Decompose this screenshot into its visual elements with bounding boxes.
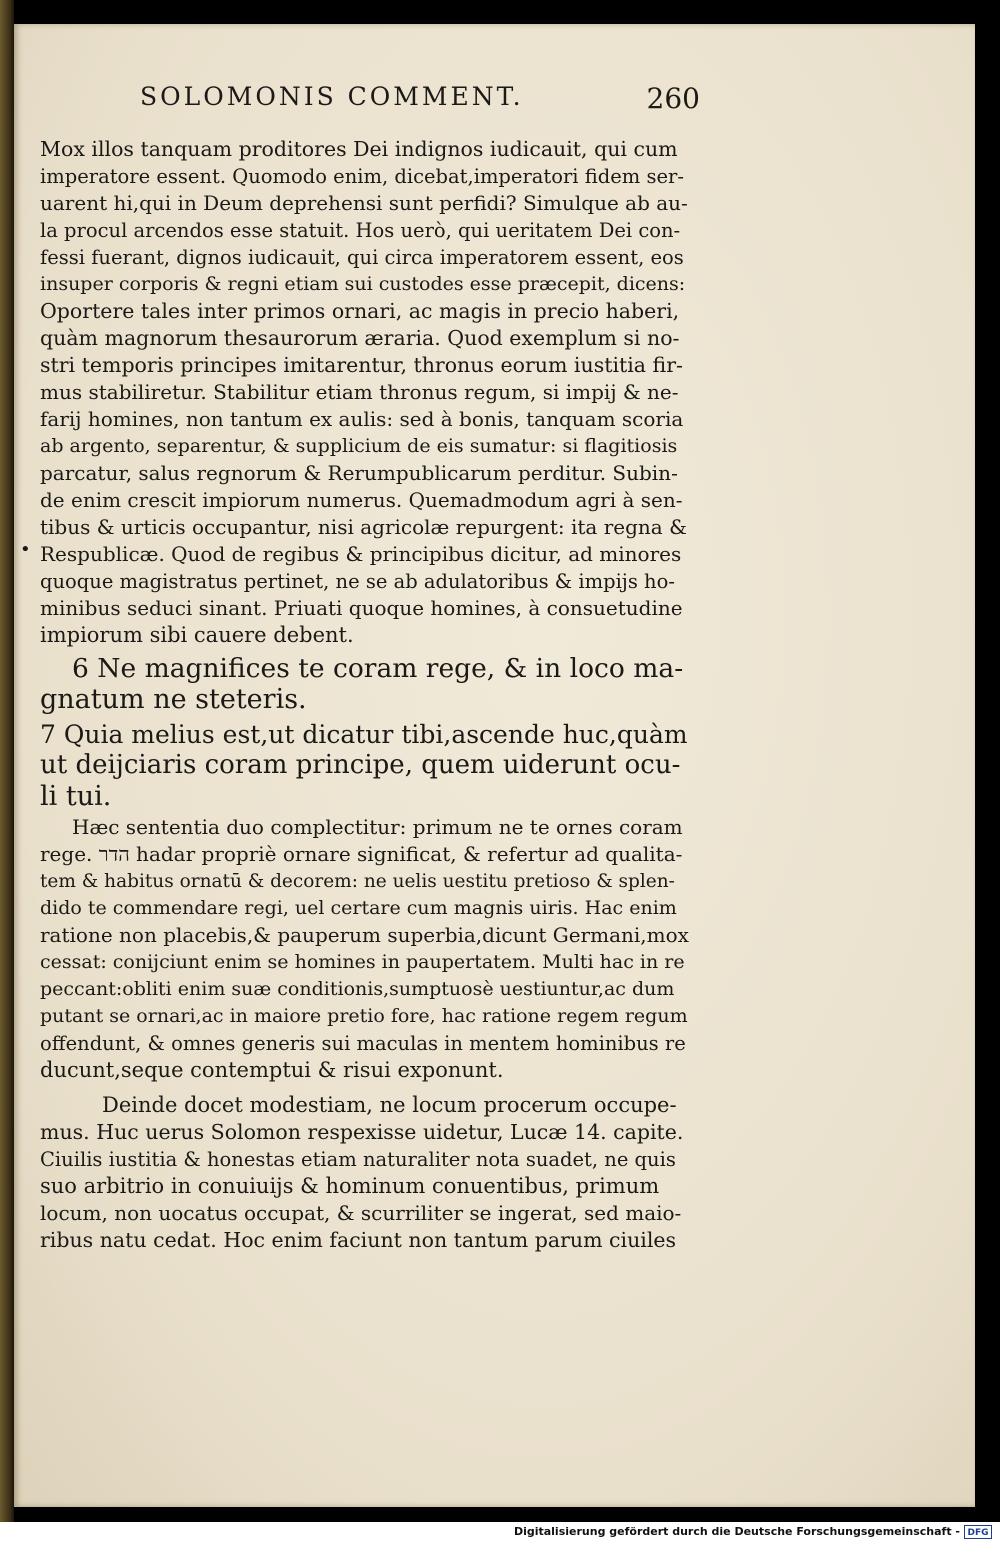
text-line: mus. Huc uerus Solomon respexisse uidetur, Lucæ 14. capite. [40,1120,684,1144]
text-line: suo arbitrio in conuiuijs & hominum conuentibus, primum [40,1174,660,1198]
text-line: rege. הדר hadar propriè ornare significat, & refertur ad qualita- [40,842,683,866]
text-line: ribus natu cedat. Hoc enim faciunt non tantum parum ciuiles [40,1228,677,1252]
text-line: imperatore essent. Quomodo enim, dicebat,imperatori fidem ser- [40,165,684,188]
text-line: mus stabiliretur. Stabilitur etiam thronus regum, si impij & ne- [40,380,679,404]
text-line: parcatur, salus regnorum & Rerumpublicarum perditur. Subin- [40,461,678,485]
text-line: putant se ornari,ac in maiore pretio fore, hac ratione regem regum [40,1005,688,1027]
text-line: impiorum sibi cauere debent. [40,623,354,647]
text-line: insuper corporis & regni etiam sui custodes esse præcepit, dicens: [40,273,686,295]
text-line: fessi fuerant, dignos iudicauit, qui circa imperatorem essent, eos [40,246,684,269]
text-line: Ciuilis iustitia & honestas etiam naturaliter nota suadet, ne quis [40,1148,676,1171]
text-line: locum, non uocatus occupat, & scurriliter se ingerat, sed maio- [40,1201,682,1225]
text-line: tem & habitus ornatū & decorem: ne uelis uestitu pretioso & splen- [40,871,675,892]
body-paragraph-1 [40,136,690,649]
running-title: SOLOMONIS COMMENT. [140,82,524,111]
text-line: de enim crescit impiorum numerus. Quemadmodum agri à sen- [40,488,683,512]
text-line: ab argento, separentur, & supplicium de eis sumatur: si flagitiosis [40,435,678,457]
text-block [40,136,690,1254]
text-line: ratione non placebis,& pauperum superbia,dicunt Germani,mox [40,923,689,947]
verse-7 [40,719,690,812]
text-line: Hæc sententia duo complectitur: primum ne te ornes coram [72,815,683,839]
margin-mark: • [20,539,31,560]
body-paragraph-2 [40,814,690,1084]
text-line: quàm magnorum thesaurorum æraria. Quod exemplum si no- [40,326,680,350]
verse-line: 7 Quia melius est,ut dicatur tibi,ascende huc,quàm [40,720,688,749]
text-line: cessat: conijciunt enim se homines in paupertatem. Multi hac in re [40,951,685,973]
text-line: offendunt, & omnes generis sui maculas in mentem hominibus re [40,1032,686,1055]
text-line: minibus seduci sinant. Priuati quoque homines, à consuetudine [40,596,683,620]
text-line: uarent hi,qui in Deum deprehensi sunt perfidi? Simulque ab au- [40,191,688,215]
funding-credit: Digitalisierung gefördert durch die Deutsche Forschungsgemeinschaft - [513,1525,960,1538]
verse-line: ut deijciaris coram principe, quem uiderunt ocu- [40,750,681,780]
running-head [140,82,700,126]
text-line: Respublicæ. Quod de regibus & principibus dicitur, ad minores [40,542,682,566]
verse-6 [40,653,690,715]
text-line: Mox illos tanquam proditores Dei indignos iudicauit, qui cum [40,137,678,161]
dfg-logo: DFG [964,1525,992,1539]
text-line: stri temporis principes imitarentur, thronus eorum iustitia fir- [40,353,683,377]
text-line: Oportere tales inter primos ornari, ac magis in precio haberi, [40,299,680,323]
text-line: ducunt,seque contemptui & risui exponunt. [40,1058,504,1082]
body-paragraph-3 [40,1092,690,1254]
text-line: peccant:obliti enim suæ conditionis,sumptuosè uestiuntur,ac dum [40,978,675,1000]
text-line: tibus & urticis occupantur, nisi agricolæ repurgent: ita regna & [40,515,687,539]
text-line: quoque magistratus pertinet, ne se ab adulatoribus & impijs ho- [40,570,675,593]
text-line: Deinde docet modestiam, ne locum procerum occupe- [102,1093,677,1117]
verse-line: li tui. [40,781,112,812]
verse-line: 6 Ne magnifices te coram rege, & in loco ma- [72,653,684,684]
text-line: la procul arcendos esse statuit. Hos uerò, qui ueritatem Dei con- [40,219,681,242]
book-spine [0,0,14,1522]
page-number: 260 [646,82,700,115]
text-line: dido te commendare regi, uel certare cum magnis uiris. Hac enim [40,897,677,919]
footer-bar [0,1522,1000,1543]
text-line: farij homines, non tantum ex aulis: sed à bonis, tanquam scoria [40,407,684,431]
verse-line: gnatum ne steteris. [40,684,307,715]
